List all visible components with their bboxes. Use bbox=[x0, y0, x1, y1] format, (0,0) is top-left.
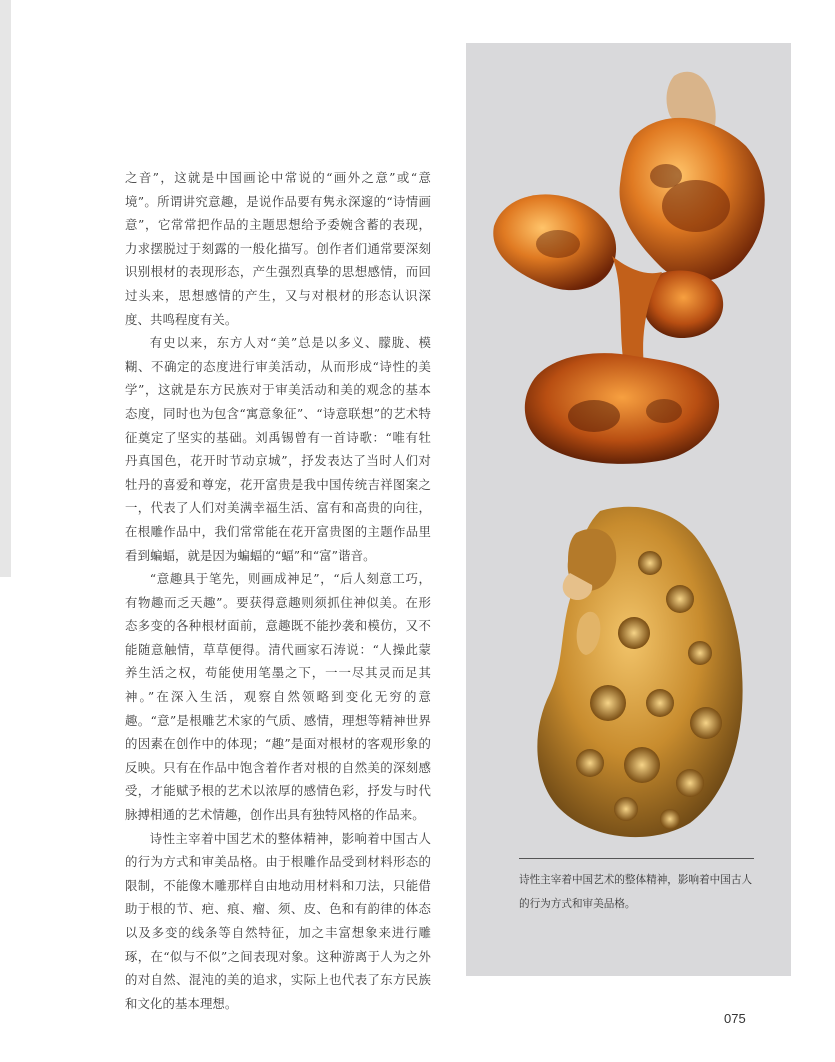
page-number: 075 bbox=[724, 1011, 746, 1026]
burl-sculpture-image-bottom bbox=[530, 503, 750, 839]
article-body bbox=[125, 166, 431, 1015]
left-margin-strip bbox=[0, 0, 11, 577]
caption-divider bbox=[519, 858, 754, 859]
paragraph-3: “意趣具于笔先，则画成神足”，“后人刻意工巧，有物趣而乏天趣”。要获得意趣则须抓住神似美。在形态多变的各种根材面前，意趣既不能抄袭和模仿，又不能随意触情，草草便得。清代画家石涛说：“人操此蒙养生活之权，苟能使用笔墨之下，一一尽其灵而足其神。”在深入生活，观察自然领略到变化无穷的意趣。“意”是根雕艺术家的气质、感情，理想等精神世界的因素在创作中的体现；“趣”是面对根材的客观形象的反映。只有在作品中饱含着作者对根的自然美的深刻感受，才能赋予根的艺术以浓厚的感情色彩，抒发与时代脉搏相通的艺术情趣，创作出具有独特风格的作品来。 bbox=[125, 571, 431, 823]
paragraph-4: 诗性主宰着中国艺术的整体精神，影响着中国古人的行为方式和审美品格。由于根雕作品受到材料形态的限制，不能像木雕那样自由地动用材料和刀法，只能借助于根的节、疤、痕、瘤、须、皮、色和有韵律的体态以及多变的线条等自然特征，加之丰富想象来进行雕琢，在“似与不似”之间表现对象。这种游离于人为之外的对自然、混沌的美的追求，实际上也代表了东方民族和文化的基本理想。 bbox=[125, 830, 431, 1011]
paragraph-2: 有史以来，东方人对“美”总是以多义、朦胧、模糊、不确定的态度进行审美活动，从而形成“诗性的美学”，这就是东方民族对于审美活动和美的观念的基本态度，同时也为包含“寓意象征”、“诗意联想”的艺术特征奠定了坚实的基础。刘禹锡曾有一首诗歌：“唯有牡丹真国色，花开时节动京城”，抒发表达了当时人们对牡丹的喜爱和尊宠，花开富贵是我中国传统吉祥图案之一，代表了人们对美满幸福生活、富有和高贵的向往，在根雕作品中，我们常常能在花开富贵图的主题作品里看到蝙蝠，就是因为蝙蝠的“蝠”和“富”谐音。 bbox=[125, 335, 431, 563]
root-sculpture-image-top bbox=[484, 66, 776, 468]
paragraph-1: 之音”，这就是中国画论中常说的“画外之意”或“意境”。所谓讲究意趣，是说作品要有隽永深邃的“诗情画意”，它常常把作品的主题思想给予委婉含蓄的表现，力求摆脱过于刻露的一般化描写。创作者们通常要深刻识别根材的表现形态，产生强烈真挚的思想感情，而回过头来，思想感情的产生，又与对根材的形态认识深度、共鸣程度有关。 bbox=[125, 170, 431, 327]
image-caption: 诗性主宰着中国艺术的整体精神，影响着中国古人的行为方式和审美品格。 bbox=[519, 874, 753, 910]
